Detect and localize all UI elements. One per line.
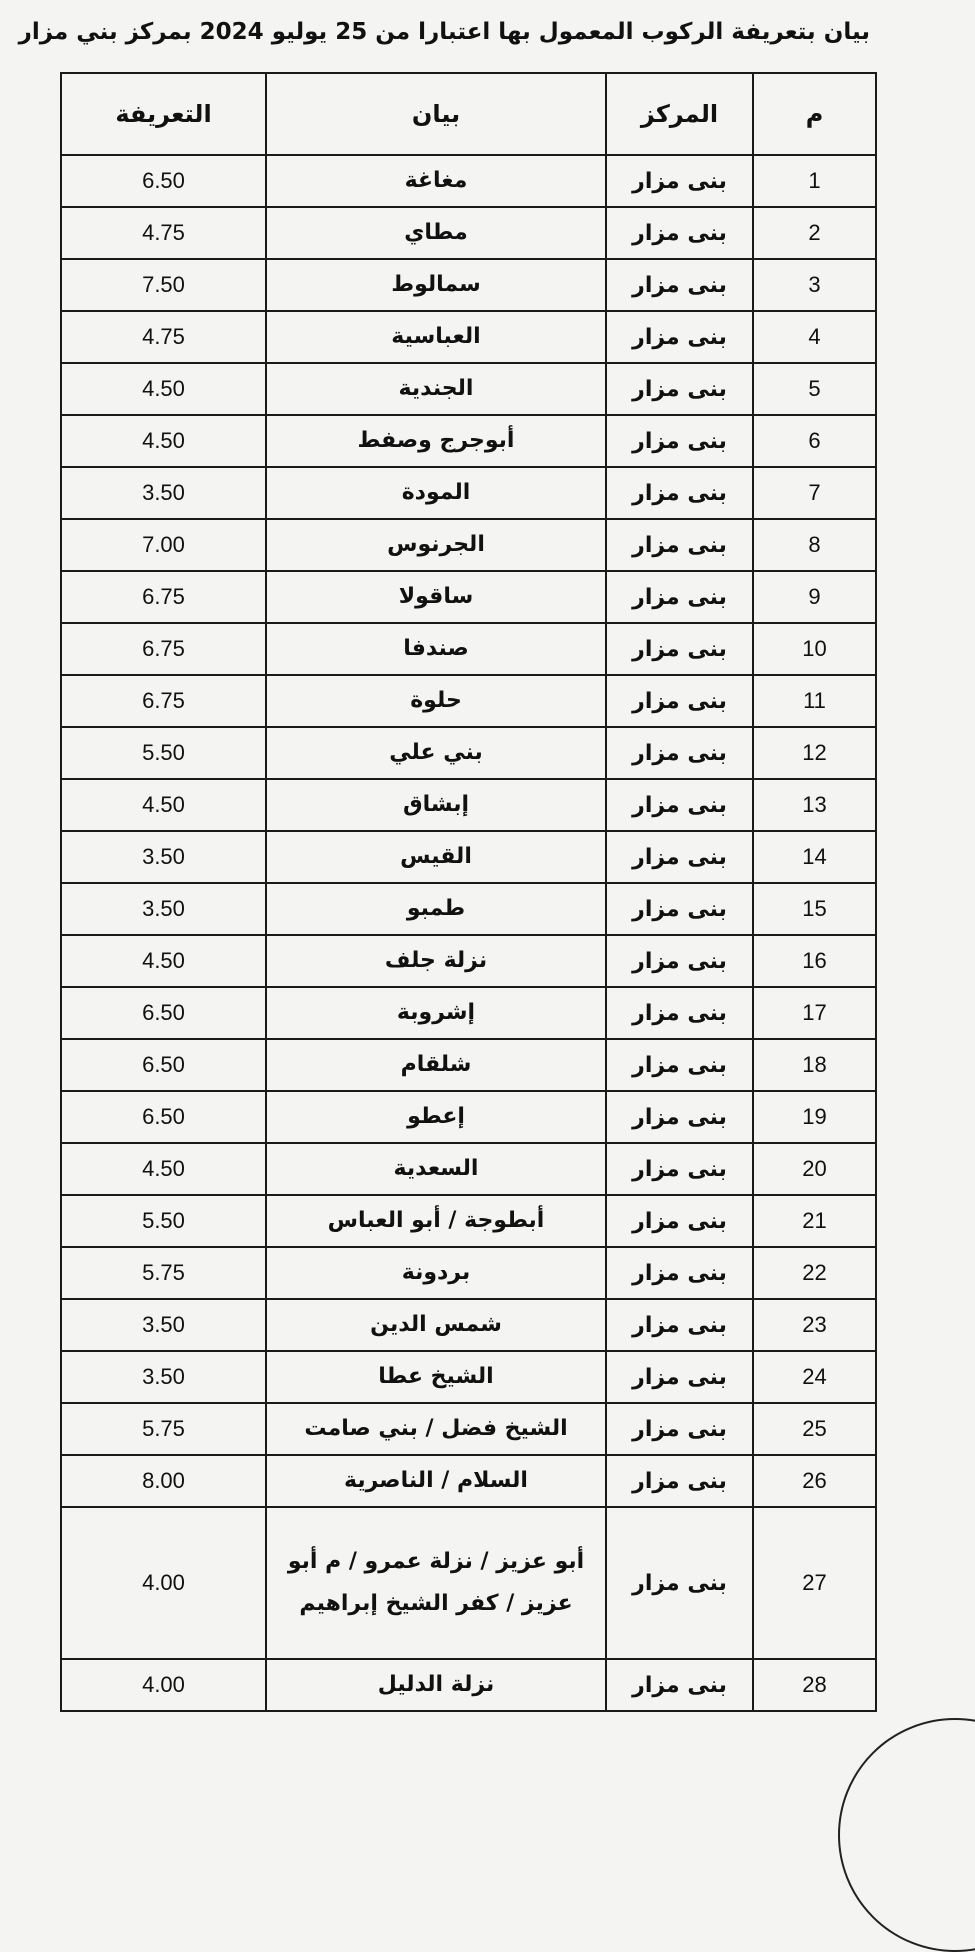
row-fare: 4.75 xyxy=(61,311,266,363)
row-description: مطاي xyxy=(266,207,606,259)
row-center: بنى مزار xyxy=(606,363,753,415)
row-number: 9 xyxy=(753,571,876,623)
row-number: 25 xyxy=(753,1403,876,1455)
row-number: 2 xyxy=(753,207,876,259)
row-center: بنى مزار xyxy=(606,571,753,623)
row-number: 19 xyxy=(753,1091,876,1143)
row-center: بنى مزار xyxy=(606,727,753,779)
row-fare: 6.50 xyxy=(61,1039,266,1091)
row-fare: 4.50 xyxy=(61,1143,266,1195)
header-fare: التعريفة xyxy=(61,73,266,155)
table-row xyxy=(61,727,876,779)
row-fare: 4.50 xyxy=(61,415,266,467)
table-row xyxy=(61,519,876,571)
row-center: بنى مزار xyxy=(606,415,753,467)
row-fare: 5.50 xyxy=(61,727,266,779)
table-row xyxy=(61,1247,876,1299)
row-number: 4 xyxy=(753,311,876,363)
row-fare: 3.50 xyxy=(61,883,266,935)
table-row xyxy=(61,415,876,467)
row-fare: 4.00 xyxy=(61,1507,266,1659)
row-fare: 5.50 xyxy=(61,1195,266,1247)
row-fare: 6.75 xyxy=(61,675,266,727)
row-center: بنى مزار xyxy=(606,1299,753,1351)
row-center: بنى مزار xyxy=(606,987,753,1039)
row-description: السعدية xyxy=(266,1143,606,1195)
row-description: نزلة جلف xyxy=(266,935,606,987)
row-fare: 8.00 xyxy=(61,1455,266,1507)
table-row xyxy=(61,363,876,415)
row-fare: 3.50 xyxy=(61,831,266,883)
row-center: بنى مزار xyxy=(606,1195,753,1247)
row-description: الجندية xyxy=(266,363,606,415)
row-number: 3 xyxy=(753,259,876,311)
row-description: شلقام xyxy=(266,1039,606,1091)
row-fare: 3.50 xyxy=(61,1299,266,1351)
row-description: بردونة xyxy=(266,1247,606,1299)
row-description: إبشاق xyxy=(266,779,606,831)
row-center: بنى مزار xyxy=(606,1455,753,1507)
row-center: بنى مزار xyxy=(606,155,753,207)
table-row xyxy=(61,311,876,363)
row-center: بنى مزار xyxy=(606,1247,753,1299)
table-row xyxy=(61,1091,876,1143)
row-number: 11 xyxy=(753,675,876,727)
row-center: بنى مزار xyxy=(606,259,753,311)
table-row xyxy=(61,1039,876,1091)
table-row xyxy=(61,883,876,935)
table-row xyxy=(61,1299,876,1351)
table-row xyxy=(61,675,876,727)
row-fare: 7.50 xyxy=(61,259,266,311)
row-fare: 4.50 xyxy=(61,779,266,831)
row-description: حلوة xyxy=(266,675,606,727)
row-center: بنى مزار xyxy=(606,1039,753,1091)
row-description: إعطو xyxy=(266,1091,606,1143)
table-row xyxy=(61,1659,876,1711)
header-description: بيان xyxy=(266,73,606,155)
row-number: 6 xyxy=(753,415,876,467)
fare-rows xyxy=(61,155,876,1711)
row-number: 26 xyxy=(753,1455,876,1507)
row-center: بنى مزار xyxy=(606,467,753,519)
row-description: أبوجرج وصفط xyxy=(266,415,606,467)
row-number: 5 xyxy=(753,363,876,415)
row-number: 22 xyxy=(753,1247,876,1299)
row-fare: 5.75 xyxy=(61,1247,266,1299)
row-description: القيس xyxy=(266,831,606,883)
table-row xyxy=(61,1455,876,1507)
row-fare: 6.75 xyxy=(61,571,266,623)
row-fare: 4.50 xyxy=(61,363,266,415)
row-number: 8 xyxy=(753,519,876,571)
row-fare: 4.00 xyxy=(61,1659,266,1711)
row-fare: 4.75 xyxy=(61,207,266,259)
row-center: بنى مزار xyxy=(606,831,753,883)
row-fare: 6.50 xyxy=(61,1091,266,1143)
row-number: 27 xyxy=(753,1507,876,1659)
row-number: 21 xyxy=(753,1195,876,1247)
row-center: بنى مزار xyxy=(606,1659,753,1711)
row-center: بنى مزار xyxy=(606,623,753,675)
row-number: 10 xyxy=(753,623,876,675)
row-number: 24 xyxy=(753,1351,876,1403)
row-description: المودة xyxy=(266,467,606,519)
row-fare: 6.75 xyxy=(61,623,266,675)
row-description: نزلة الدليل xyxy=(266,1659,606,1711)
page-title: بيان بتعريفة الركوب المعمول بها اعتبارا من 25 يوليو 2024 بمركز بني مزار xyxy=(18,19,870,45)
table-row xyxy=(61,623,876,675)
table-row xyxy=(61,831,876,883)
row-center: بنى مزار xyxy=(606,311,753,363)
fare-table xyxy=(60,72,877,1712)
table-row xyxy=(61,1143,876,1195)
header-row xyxy=(61,73,876,155)
row-number: 20 xyxy=(753,1143,876,1195)
row-center: بنى مزار xyxy=(606,935,753,987)
row-number: 12 xyxy=(753,727,876,779)
row-description: الجرنوس xyxy=(266,519,606,571)
table-row xyxy=(61,155,876,207)
table-row xyxy=(61,1403,876,1455)
row-center: بنى مزار xyxy=(606,1351,753,1403)
row-description: الشيخ فضل / بني صامت xyxy=(266,1403,606,1455)
row-description: بني علي xyxy=(266,727,606,779)
row-number: 28 xyxy=(753,1659,876,1711)
table-row xyxy=(61,935,876,987)
table-row xyxy=(61,571,876,623)
table-row xyxy=(61,467,876,519)
table-row xyxy=(61,1351,876,1403)
row-center: بنى مزار xyxy=(606,1091,753,1143)
row-number: 16 xyxy=(753,935,876,987)
table-row xyxy=(61,1195,876,1247)
row-number: 15 xyxy=(753,883,876,935)
row-description: صندفا xyxy=(266,623,606,675)
row-description: الشيخ عطا xyxy=(266,1351,606,1403)
row-center: بنى مزار xyxy=(606,519,753,571)
row-center: بنى مزار xyxy=(606,675,753,727)
row-fare: 5.75 xyxy=(61,1403,266,1455)
row-number: 23 xyxy=(753,1299,876,1351)
row-center: بنى مزار xyxy=(606,1507,753,1659)
row-description: طمبو xyxy=(266,883,606,935)
row-description: السلام / الناصرية xyxy=(266,1455,606,1507)
row-center: بنى مزار xyxy=(606,1403,753,1455)
row-fare: 6.50 xyxy=(61,155,266,207)
row-number: 13 xyxy=(753,779,876,831)
row-fare: 7.00 xyxy=(61,519,266,571)
row-description: مغاغة xyxy=(266,155,606,207)
row-fare: 3.50 xyxy=(61,1351,266,1403)
table-row xyxy=(61,207,876,259)
row-description: العباسية xyxy=(266,311,606,363)
row-number: 7 xyxy=(753,467,876,519)
row-description: ساقولا xyxy=(266,571,606,623)
row-number: 18 xyxy=(753,1039,876,1091)
row-center: بنى مزار xyxy=(606,207,753,259)
row-description: إشروبة xyxy=(266,987,606,1039)
row-number: 14 xyxy=(753,831,876,883)
fare-sheet xyxy=(62,72,877,1712)
table-row xyxy=(61,259,876,311)
row-center: بنى مزار xyxy=(606,779,753,831)
header-center: المركز xyxy=(606,73,753,155)
row-center: بنى مزار xyxy=(606,1143,753,1195)
row-description: أبو عزيز / نزلة عمرو / م أبو عزيز / كفر الشيخ إبراهيم xyxy=(266,1507,606,1659)
circular-stamp-mark xyxy=(838,1718,975,1952)
table-row xyxy=(61,987,876,1039)
row-number: 1 xyxy=(753,155,876,207)
row-description: أبطوجة / أبو العباس xyxy=(266,1195,606,1247)
table-row xyxy=(61,1507,876,1659)
header-num: م xyxy=(753,73,876,155)
row-description: شمس الدين xyxy=(266,1299,606,1351)
row-fare: 6.50 xyxy=(61,987,266,1039)
table-row xyxy=(61,779,876,831)
row-description: سمالوط xyxy=(266,259,606,311)
row-fare: 3.50 xyxy=(61,467,266,519)
row-number: 17 xyxy=(753,987,876,1039)
row-center: بنى مزار xyxy=(606,883,753,935)
row-fare: 4.50 xyxy=(61,935,266,987)
